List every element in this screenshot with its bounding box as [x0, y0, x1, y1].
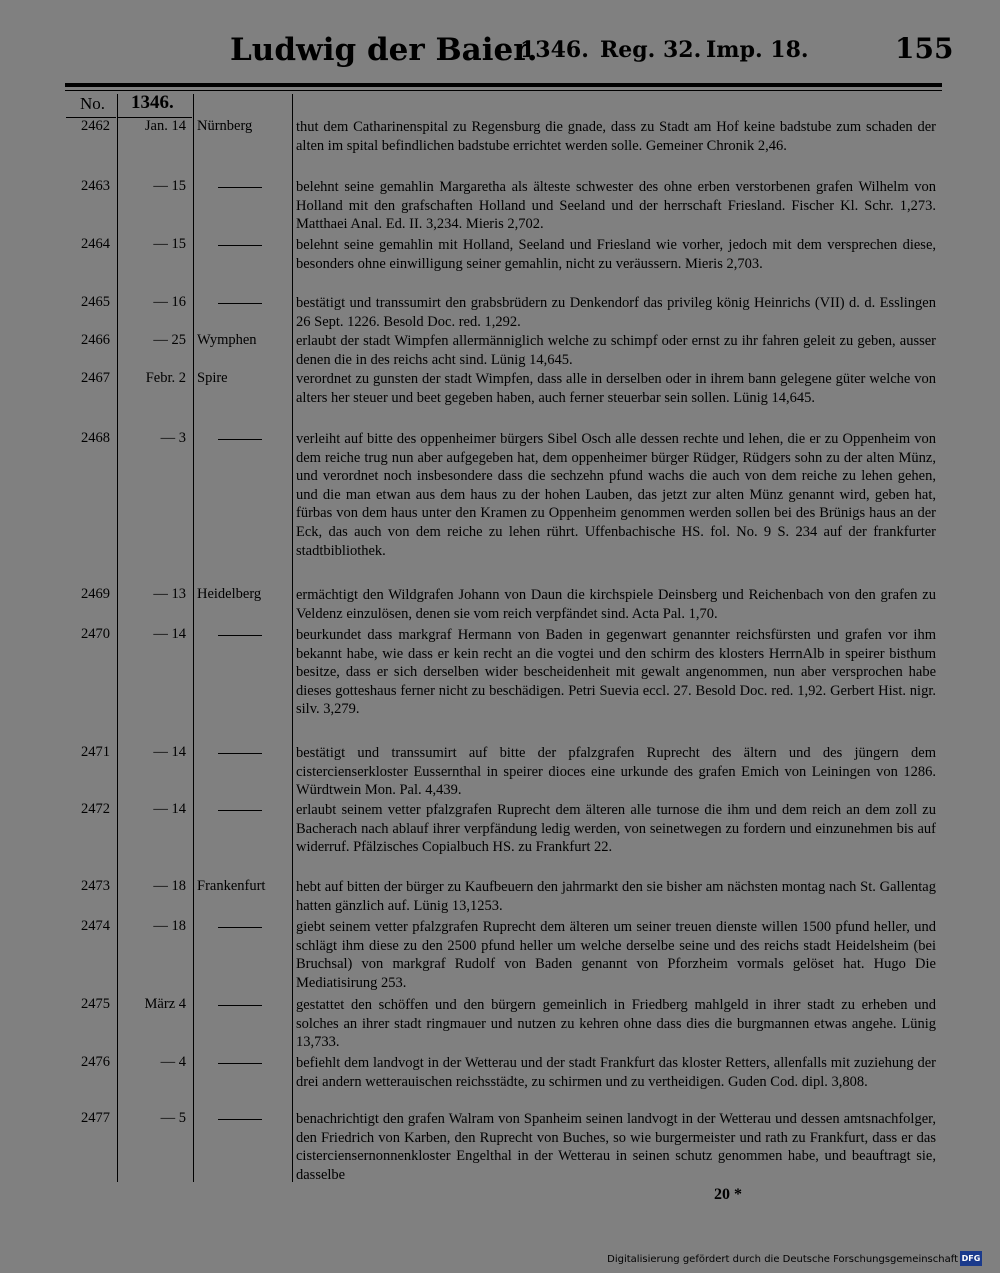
ditto-dash	[218, 187, 262, 188]
entry-row	[0, 586, 1000, 624]
entry-row	[0, 332, 1000, 368]
entry-row	[0, 430, 1000, 584]
entry-date: — 15	[153, 178, 186, 194]
header-regnal-year: Reg. 32.	[600, 37, 702, 63]
ditto-dash	[218, 439, 262, 440]
entry-row	[0, 370, 1000, 426]
entry-place: Spire	[197, 370, 228, 386]
entry-row	[0, 1110, 1000, 1184]
signature-mark: 20 *	[714, 1186, 742, 1203]
entry-date: März 4	[144, 996, 186, 1012]
entry-number: 2464	[81, 236, 110, 252]
entry-text: benachrichtigt den grafen Walram von Spanheim seinen landvogt in der Wetterau und dessen amtsnachfolger, den Friedrich von Karben, den Ruprecht von Buches, so wie burgermeister und rath zu Frankfurt, dass er das cisterciensernonnenkloster Engelthal in der Wetterau in seinen schutz genommen habe, und beauftragt sie, dasselbe	[296, 1111, 936, 1183]
entry-date: — 3	[160, 430, 186, 446]
page-number: 155	[895, 32, 954, 65]
entry-place: Wymphen	[197, 332, 257, 348]
digitization-credit: Digitalisierung gefördert durch die Deutsche Forschungsgemeinschaft	[607, 1254, 958, 1265]
entry-number: 2470	[81, 626, 110, 642]
entry-text: hebt auf bitten der bürger zu Kaufbeuern den jahrmarkt den sie bisher am nächsten montag nach St. Gallentag hatten gänzlich auf. Lünig 13,1253.	[296, 879, 936, 914]
page-header	[0, 32, 1000, 72]
entry-date: — 15	[153, 236, 186, 252]
ditto-dash	[218, 635, 262, 636]
entry-number: 2471	[81, 744, 110, 760]
entry-text: verleiht auf bitte des oppenheimer bürgers Sibel Osch alle dessen rechte und lehen, die er zu Oppenheim von dem reiche trug nun aber aufgegeben hat, dem oppenheimer bürger Rüdger, Rüdgers sohn zu der alten Münz, und verordnet noch insbesondere dass die sechzehn pfund wachs die auch von dem reiche zu lehen gehen, und die man etwan aus dem haus zu der hohen Lauben, das jetzt zur alten Münz genannt wird, geben hat, fürbas von dem haus unter den Kramen zu Oppenheim genommen werden sollen bei des Brünigs haus an der Eck, das auch von dem reiche zu lehen rührt. Uffenbachische HS. fol. No. 9 S. 234 auf der frankfurter stadtbibliothek.	[296, 431, 936, 559]
entry-row	[0, 236, 1000, 292]
entry-text: befiehlt dem landvogt in der Wetterau und der stadt Frankfurt das kloster Retters, allenfalls mit zuziehung der drei andern wetterauischen reichsstädte, zu schirmen und zu vertheidigen. Guden Cod. dipl. 3,808.	[296, 1055, 936, 1090]
entry-date: Febr. 2	[145, 370, 186, 386]
entry-number: 2468	[81, 430, 110, 446]
entry-date: — 16	[153, 294, 186, 310]
entry-place: Frankenfurt	[197, 878, 266, 894]
entry-text: belehnt seine gemahlin Margaretha als älteste schwester des ohne erben verstorbenen grafen Wilhelm von Holland mit den grafschaften Holland und Seeland und der herrschaft Friesland. Fischer Kl. Schr. 1,273. Matthaei Anal. Ed. II. 3,234. Mieris 2,702.	[296, 179, 936, 233]
ditto-dash	[218, 1119, 262, 1120]
entry-date: — 14	[153, 626, 186, 642]
entry-row	[0, 801, 1000, 875]
entry-text: bestätigt und transsumirt auf bitte der pfalzgrafen Ruprecht des ältern und des jüngern dem cistercienserkloster Eussernthal in speirer dioces eine urkunde des grafen Emich von Leiningen von 1286. Würdtwein Mon. Pal. 4,439.	[296, 745, 936, 799]
entry-text: ermächtigt den Wildgrafen Johann von Daun die kirchspiele Deinsberg und Reichenbach von den grafen zu Veldenz einzulösen, denen sie vom reich verpfändet sind. Acta Pal. 1,70.	[296, 587, 936, 622]
entry-text: gestattet den schöffen und den bürgern gemeinlich in Friedberg mahlgeld in ihrer stadt zu erheben und solches an ihrer stadt ringmauer und nutzen zu kehren ohne dass dies die burgmannen etwas angehe. Lünig 13,733.	[296, 997, 936, 1051]
entry-date: — 5	[160, 1110, 186, 1126]
entry-text: verordnet zu gunsten der stadt Wimpfen, dass alle in derselben oder in ihrem bann gelegene güter welche von alters her steuer und beet gegeben haben, auch ferner steuerbar sein sollen. Lünig 14,645.	[296, 371, 936, 406]
entry-date: — 18	[153, 878, 186, 894]
entry-row	[0, 878, 1000, 916]
entry-number: 2476	[81, 1054, 110, 1070]
entry-row	[0, 178, 1000, 234]
entry-row	[0, 626, 1000, 740]
ditto-dash	[218, 303, 262, 304]
entry-text: giebt seinem vetter pfalzgrafen Ruprecht dem älteren um seiner treuen dienste willen 1500 pfund heller, und schlägt ihm diese zu den 2500 pfund heller um welche derselbe seine und des reichs stadt Heidelsheim (bei Bruchsal) von markgraf Rudolf von Baden genannt von Pforzheim vormals gelöset hat. Hugo Die Mediatisirung 253.	[296, 919, 936, 991]
entry-date: Jan. 14	[144, 118, 186, 134]
running-title: Ludwig der Baier.	[230, 32, 538, 68]
entry-number: 2473	[81, 878, 110, 894]
entry-row	[0, 294, 1000, 330]
entry-date: — 25	[153, 332, 186, 348]
entry-date: — 4	[160, 1054, 186, 1070]
entry-number: 2463	[81, 178, 110, 194]
entry-row	[0, 744, 1000, 799]
entry-number: 2474	[81, 918, 110, 934]
entry-number: 2475	[81, 996, 110, 1012]
entry-date: — 14	[153, 801, 186, 817]
entry-date: — 14	[153, 744, 186, 760]
entry-number: 2469	[81, 586, 110, 602]
entry-number: 2462	[81, 118, 110, 134]
header-rule-thick	[65, 83, 942, 87]
entry-number: 2466	[81, 332, 110, 348]
entry-text: belehnt seine gemahlin mit Holland, Seeland und Friesland wie vorher, jedoch mit dem versprechen diese, besonders ohne einwilligung seiner gemahlin, nicht zu veräussern. Mieris 2,703.	[296, 237, 936, 272]
entry-row	[0, 996, 1000, 1051]
header-rule-thin	[65, 90, 942, 91]
entry-text: beurkundet dass markgraf Hermann von Baden in gegenwart genannter reichsfürsten und grafen vor ihm bekannt habe, wie dass er kein recht an die vogtei und den schirm des klosters HerrnAlb in speirer bisthum besitze, dass er sich derselben wider bescheidenheit mit gewalt angenommen, nun aber versprochen habe dieses gotteshaus ferner nicht zu beschädigen. Petri Suevia eccl. 27. Besold Doc. red. 1,92. Gerbert Hist. nigr. silv. 3,279.	[296, 627, 936, 718]
dfg-logo: DFG	[960, 1251, 982, 1266]
entry-row	[0, 118, 1000, 174]
entry-text: erlaubt der stadt Wimpfen allermänniglich welche zu schimpf oder ernst zu ihr fahren geleit zu geben, ausser denen die in des reichs acht sind. Lünig 14,645.	[296, 333, 936, 368]
ditto-dash	[218, 753, 262, 754]
entry-place: Nürnberg	[197, 118, 253, 134]
entry-row	[0, 918, 1000, 992]
ditto-dash	[218, 810, 262, 811]
ditto-dash	[218, 1005, 262, 1006]
header-year: 1346.	[520, 37, 589, 63]
entry-place: Heidelberg	[197, 586, 262, 602]
entry-text: thut dem Catharinenspital zu Regensburg die gnade, dass zu Stadt am Hof keine badstube zum schaden der alten im spital befindlichen badstube errichtet werden solle. Gemeiner Chronik 2,46.	[296, 119, 936, 154]
entry-number: 2472	[81, 801, 110, 817]
column-header-year: 1346.	[131, 92, 174, 113]
entry-number: 2467	[81, 370, 110, 386]
entry-number: 2465	[81, 294, 110, 310]
entry-text: erlaubt seinem vetter pfalzgrafen Ruprecht dem älteren alle turnose die ihm und dem reich an dem zoll zu Bacherach nach ablauf ihrer verpfändung ledig werden, von seinetwegen zu fordern und einzunehmen bis auf widerruf. Pfälzisches Copialbuch HS. zu Frankfurt 22.	[296, 802, 936, 856]
ditto-dash	[218, 927, 262, 928]
entry-date: — 13	[153, 586, 186, 602]
entry-text: bestätigt und transsumirt den grabsbrüdern zu Denkendorf das privileg könig Heinrichs (VII) d. d. Esslingen 26 Sept. 1226. Besold Doc. red. 1,292.	[296, 295, 936, 330]
entry-row	[0, 1054, 1000, 1108]
entry-number: 2477	[81, 1110, 110, 1126]
entry-date: — 18	[153, 918, 186, 934]
ditto-dash	[218, 245, 262, 246]
header-imperial-year: Imp. 18.	[706, 37, 809, 63]
ditto-dash	[218, 1063, 262, 1064]
column-header-number: No.	[80, 94, 106, 113]
